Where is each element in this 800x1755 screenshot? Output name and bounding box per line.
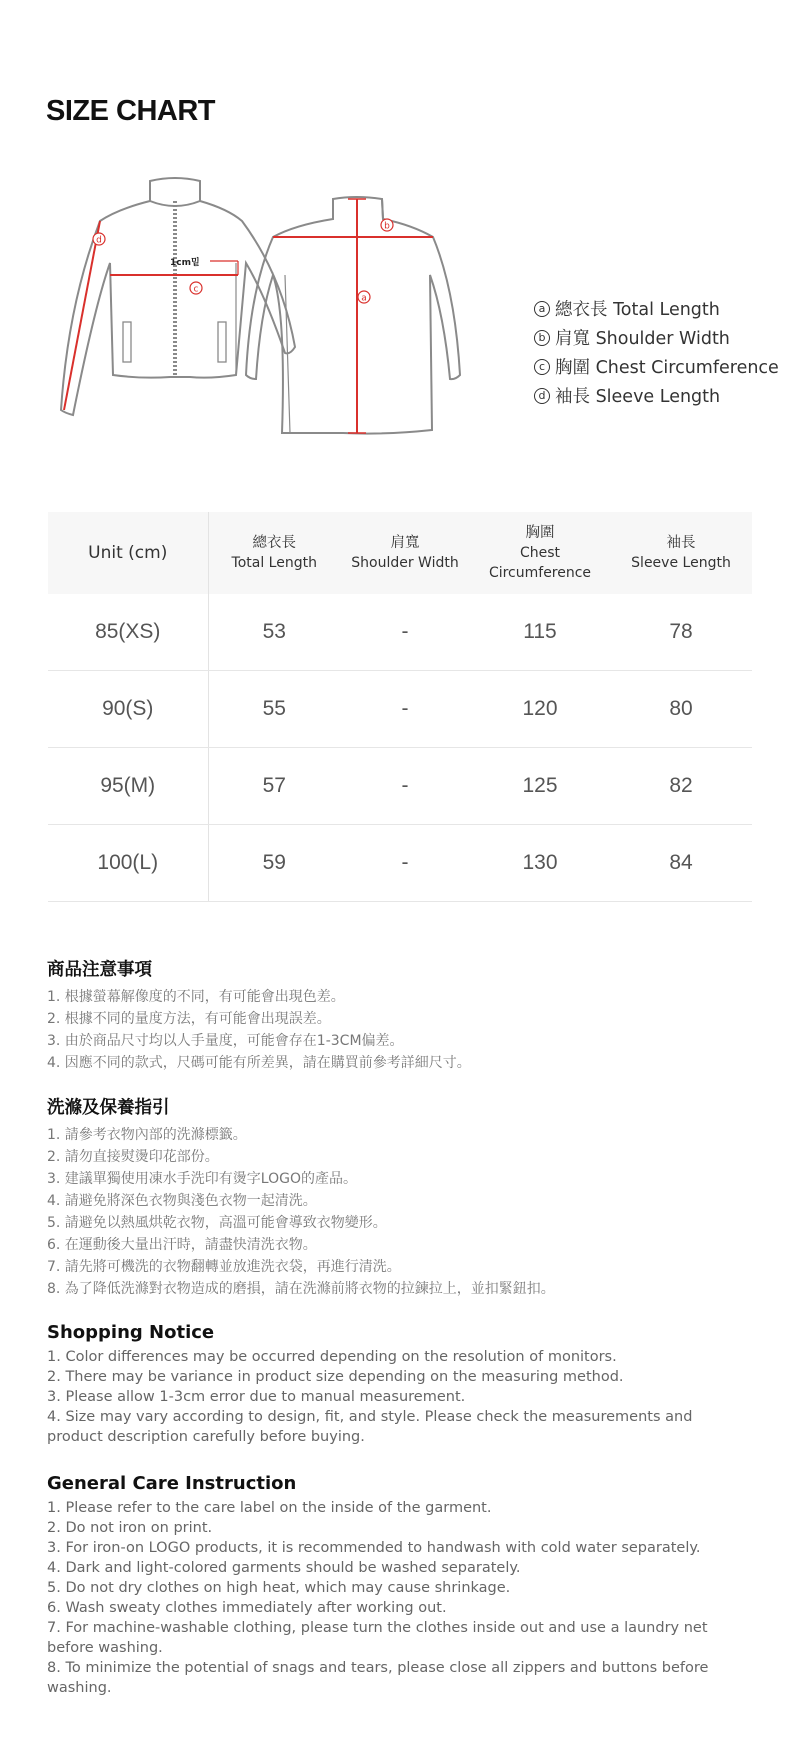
- value-cell: 125: [470, 748, 610, 825]
- value-cell: -: [340, 594, 470, 671]
- column-header-sleeve-length: 袖長 Sleeve Length: [610, 512, 752, 594]
- notice-en-section: [47, 1322, 747, 1447]
- notice-zh-line: 4. 因應不同的款式，尺碼可能有所差異，請在購買前參考詳細尺寸。: [47, 1055, 471, 1071]
- table-row: [48, 594, 752, 671]
- legend-label: 肩寬 Shoulder Width: [555, 329, 730, 349]
- marker-a: [358, 291, 370, 304]
- notice-en-line: 2. There may be variance in product size depending on the measuring method.: [47, 1369, 624, 1385]
- notice-zh-line: 2. 根據不同的量度方法，有可能會出現誤差。: [47, 1011, 331, 1027]
- legend-label: 袖長 Sleeve Length: [555, 387, 721, 407]
- unit-header: Unit (cm): [48, 512, 208, 594]
- value-cell: 130: [470, 825, 610, 902]
- legend-item-chest: [534, 352, 779, 381]
- value-cell: 78: [610, 594, 752, 671]
- svg-text:a: a: [361, 293, 367, 304]
- value-cell: 84: [610, 825, 752, 902]
- svg-text:c: c: [193, 284, 199, 295]
- chest-offset-label: 1cm밑: [170, 258, 200, 268]
- page-title: SIZE CHART: [46, 95, 215, 127]
- table-row: [48, 671, 752, 748]
- notice-en-title: Shopping Notice: [47, 1322, 215, 1343]
- notice-zh-section: [47, 956, 767, 1074]
- value-cell: 57: [208, 748, 340, 825]
- care-en-line: 6. Wash sweaty clothes immediately after working out.: [47, 1600, 447, 1616]
- care-en-line: 7. For machine-washable clothing, please turn the clothes inside out and use a laundry net before washing.: [47, 1620, 708, 1656]
- care-zh-line: 2. 請勿直接熨燙印花部份。: [47, 1149, 219, 1165]
- legend-item-shoulder-width: [534, 323, 779, 352]
- notice-en-line: 1. Color differences may be occurred depending on the resolution of monitors.: [47, 1349, 617, 1365]
- care-zh-line: 1. 請參考衣物內部的洗滌標籤。: [47, 1127, 247, 1143]
- marker-b: [381, 219, 393, 232]
- legend-label: 總衣長 Total Length: [555, 300, 720, 320]
- size-cell: 100(L): [48, 825, 208, 902]
- column-header-chest: 胸圍 Chest Circumference: [470, 512, 610, 594]
- legend-badge-d: d: [534, 388, 550, 404]
- value-cell: 82: [610, 748, 752, 825]
- measurement-legend: [534, 294, 779, 410]
- care-en-line: 4. Dark and light-colored garments should be washed separately.: [47, 1560, 521, 1576]
- svg-text:b: b: [384, 221, 390, 232]
- care-zh-line: 8. 為了降低洗滌對衣物造成的磨損，請在洗滌前將衣物的拉鍊拉上，並扣緊鈕扣。: [47, 1281, 555, 1297]
- care-en-line: 8. To minimize the potential of snags and tears, please close all zippers and buttons before washing.: [47, 1660, 709, 1696]
- jacket-front: [61, 178, 295, 415]
- notice-en-line: 4. Size may vary according to design, fit, and style. Please check the measurements and product description carefully before buying.: [47, 1409, 693, 1445]
- notice-zh-line: 3. 由於商品尺寸均以人手量度，可能會存在1-3CM偏差。: [47, 1033, 404, 1049]
- care-en-line: 2. Do not iron on print.: [47, 1520, 213, 1536]
- value-cell: 55: [208, 671, 340, 748]
- legend-badge-b: b: [534, 330, 550, 346]
- legend-item-sleeve-length: [534, 381, 779, 410]
- notice-en-line: 3. Please allow 1-3cm error due to manual measurement.: [47, 1389, 466, 1405]
- jacket-back: [246, 197, 460, 434]
- jacket-diagram: [50, 165, 490, 450]
- table-row: [48, 825, 752, 902]
- value-cell: -: [340, 671, 470, 748]
- size-cell: 90(S): [48, 671, 208, 748]
- legend-label: 胸圍 Chest Circumference: [555, 358, 779, 378]
- svg-text:d: d: [96, 235, 102, 246]
- column-header-shoulder-width: 肩寬 Shoulder Width: [340, 512, 470, 594]
- care-zh-title: 洗滌及保養指引: [47, 1098, 170, 1118]
- care-zh-line: 3. 建議單獨使用凍水手洗印有燙字LOGO的產品。: [47, 1171, 357, 1187]
- size-table: [48, 512, 752, 902]
- legend-item-total-length: [534, 294, 779, 323]
- column-header-total-length: 總衣長 Total Length: [208, 512, 340, 594]
- notice-zh-title: 商品注意事項: [47, 960, 152, 980]
- care-en-line: 1. Please refer to the care label on the inside of the garment.: [47, 1500, 492, 1516]
- legend-badge-a: a: [534, 301, 550, 317]
- care-en-title: General Care Instruction: [47, 1473, 297, 1494]
- value-cell: 53: [208, 594, 340, 671]
- value-cell: 115: [470, 594, 610, 671]
- marker-d: [93, 233, 105, 246]
- value-cell: -: [340, 748, 470, 825]
- care-zh-section: [47, 1094, 767, 1300]
- care-en-line: 3. For iron-on LOGO products, it is recommended to handwash with cold water separately.: [47, 1540, 701, 1556]
- measurement-lines: [64, 199, 433, 433]
- size-cell: 85(XS): [48, 594, 208, 671]
- care-zh-line: 7. 請先將可機洗的衣物翻轉並放進洗衣袋，再進行清洗。: [47, 1259, 401, 1275]
- care-zh-line: 5. 請避免以熱風烘乾衣物，高溫可能會導致衣物變形。: [47, 1215, 387, 1231]
- table-header-row: [48, 512, 752, 594]
- value-cell: 120: [470, 671, 610, 748]
- table-row: [48, 748, 752, 825]
- care-en-section: [47, 1473, 747, 1698]
- value-cell: 59: [208, 825, 340, 902]
- care-zh-line: 6. 在運動後大量出汗時，請盡快清洗衣物。: [47, 1237, 317, 1253]
- care-zh-line: 4. 請避免將深色衣物與淺色衣物一起清洗。: [47, 1193, 317, 1209]
- size-cell: 95(M): [48, 748, 208, 825]
- marker-c: [190, 282, 202, 295]
- value-cell: 80: [610, 671, 752, 748]
- value-cell: -: [340, 825, 470, 902]
- notice-zh-line: 1. 根據螢幕解像度的不同，有可能會出現色差。: [47, 989, 345, 1005]
- care-en-line: 5. Do not dry clothes on high heat, which may cause shrinkage.: [47, 1580, 511, 1596]
- legend-badge-c: c: [534, 359, 550, 375]
